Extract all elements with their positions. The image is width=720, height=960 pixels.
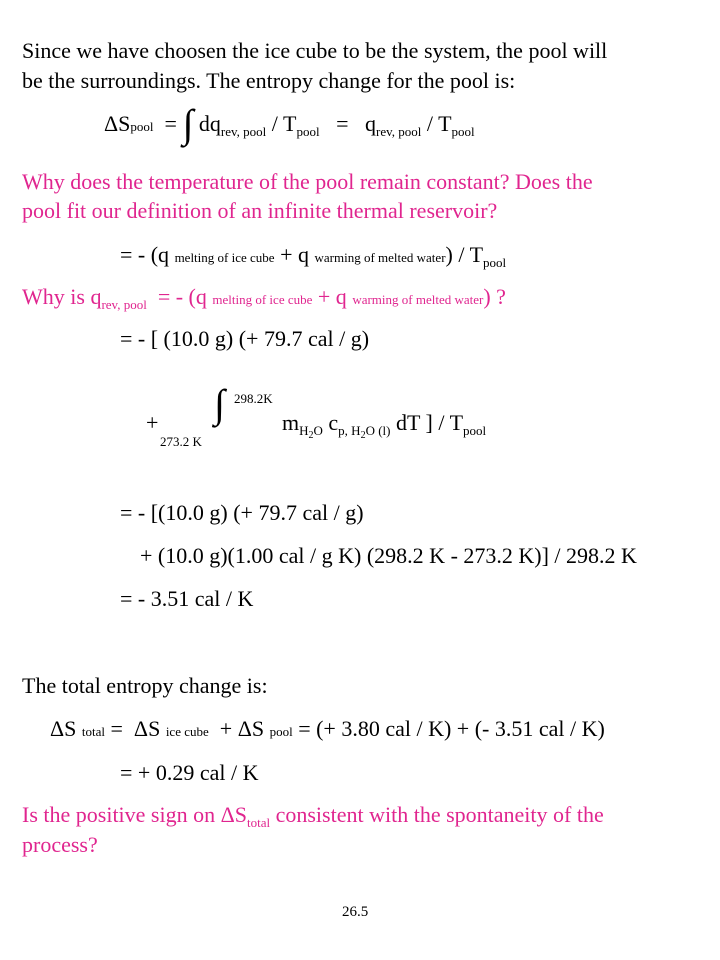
delta-symbol: Δ [104,111,119,136]
subscript: pool [451,124,475,139]
question-3-line-2: process? [22,832,98,857]
page-number: 26.5 [342,904,369,920]
integral-lower-limit: 273.2 K [160,434,202,449]
subscript: p, H2O (l) [338,423,391,441]
subscript: pool [130,119,154,134]
subscript: rev, pool [101,297,147,312]
subscript: rev, pool [220,124,267,139]
equation-substituted-1: = - [(10.0 g) (+ 79.7 cal / g) [120,500,364,525]
subscript: melting of ice cube [212,292,313,307]
subscript: total [81,724,105,739]
subscript: pool [269,724,293,739]
subscript: pool [483,255,507,270]
equation-melting-term: = - [ (10.0 g) (+ 79.7 cal / g) [120,326,370,351]
subscript: ice cube [165,724,209,739]
subscript: rev, pool [376,124,422,139]
equation-total-entropy: ΔS total = ΔS ice cube + ΔS pool = (+ 3.80 cal / K) + (- 3.51 cal / K) [50,716,605,741]
subscript: pool [463,423,487,438]
subscript: H2O [299,423,323,441]
question-2: Why is $q_{rev, pool}$ = - (q melting of ice cube + q warming of melted water) ? [22,284,506,312]
total-entropy-intro: The total entropy change is: [22,673,268,698]
question-1-line-2: pool fit our definition of an infinite thermal reservoir? [22,198,498,223]
subscript: melting of ice cube [174,250,275,265]
equation-total-result: = + 0.29 cal / K [120,760,259,785]
subscript: warming of melted water [314,250,446,265]
integral-upper-limit: 298.2K [234,391,273,406]
intro-line-1: Since we have choosen the ice cube to be the system, the pool will [22,38,608,63]
subscript: warming of melted water [352,292,484,307]
equation-substituted-2: + (10.0 g)(1.00 cal / g K) (298.2 K - 273.2 K)] / 298.2 K [140,543,637,568]
intro-line-2: be the surroundings. The entropy change for the pool is: [22,68,516,93]
integral-sign: ∫ [182,101,194,146]
integrand: $m_{H_2O}$ $c_{p, H_2O (l)}$ dT ] / $T_{pool}$ [282,410,487,441]
equation-pool-result: = - 3.51 cal / K [120,586,254,611]
integral-plus: + [146,410,159,435]
question-3-line-1: Is the positive sign on $\Delta S_{total}$ consistent with the spontaneity of the [22,802,604,830]
subscript: pool [296,124,320,139]
question-1-line-1: Why does the temperature of the pool remain constant? Does the [22,169,593,194]
subscript: total [247,815,271,830]
integral-sign: ∫ [214,381,225,426]
equation-pool-entropy: ΔSpool = ∫ $dq_{rev, pool} / T_{pool}$ = $q_{rev, pool} / T_{pool}$ [104,101,475,146]
equation-heat-sum: = - (q melting of ice cube + q warming of melted water) / $T_{pool}$ [120,242,507,270]
